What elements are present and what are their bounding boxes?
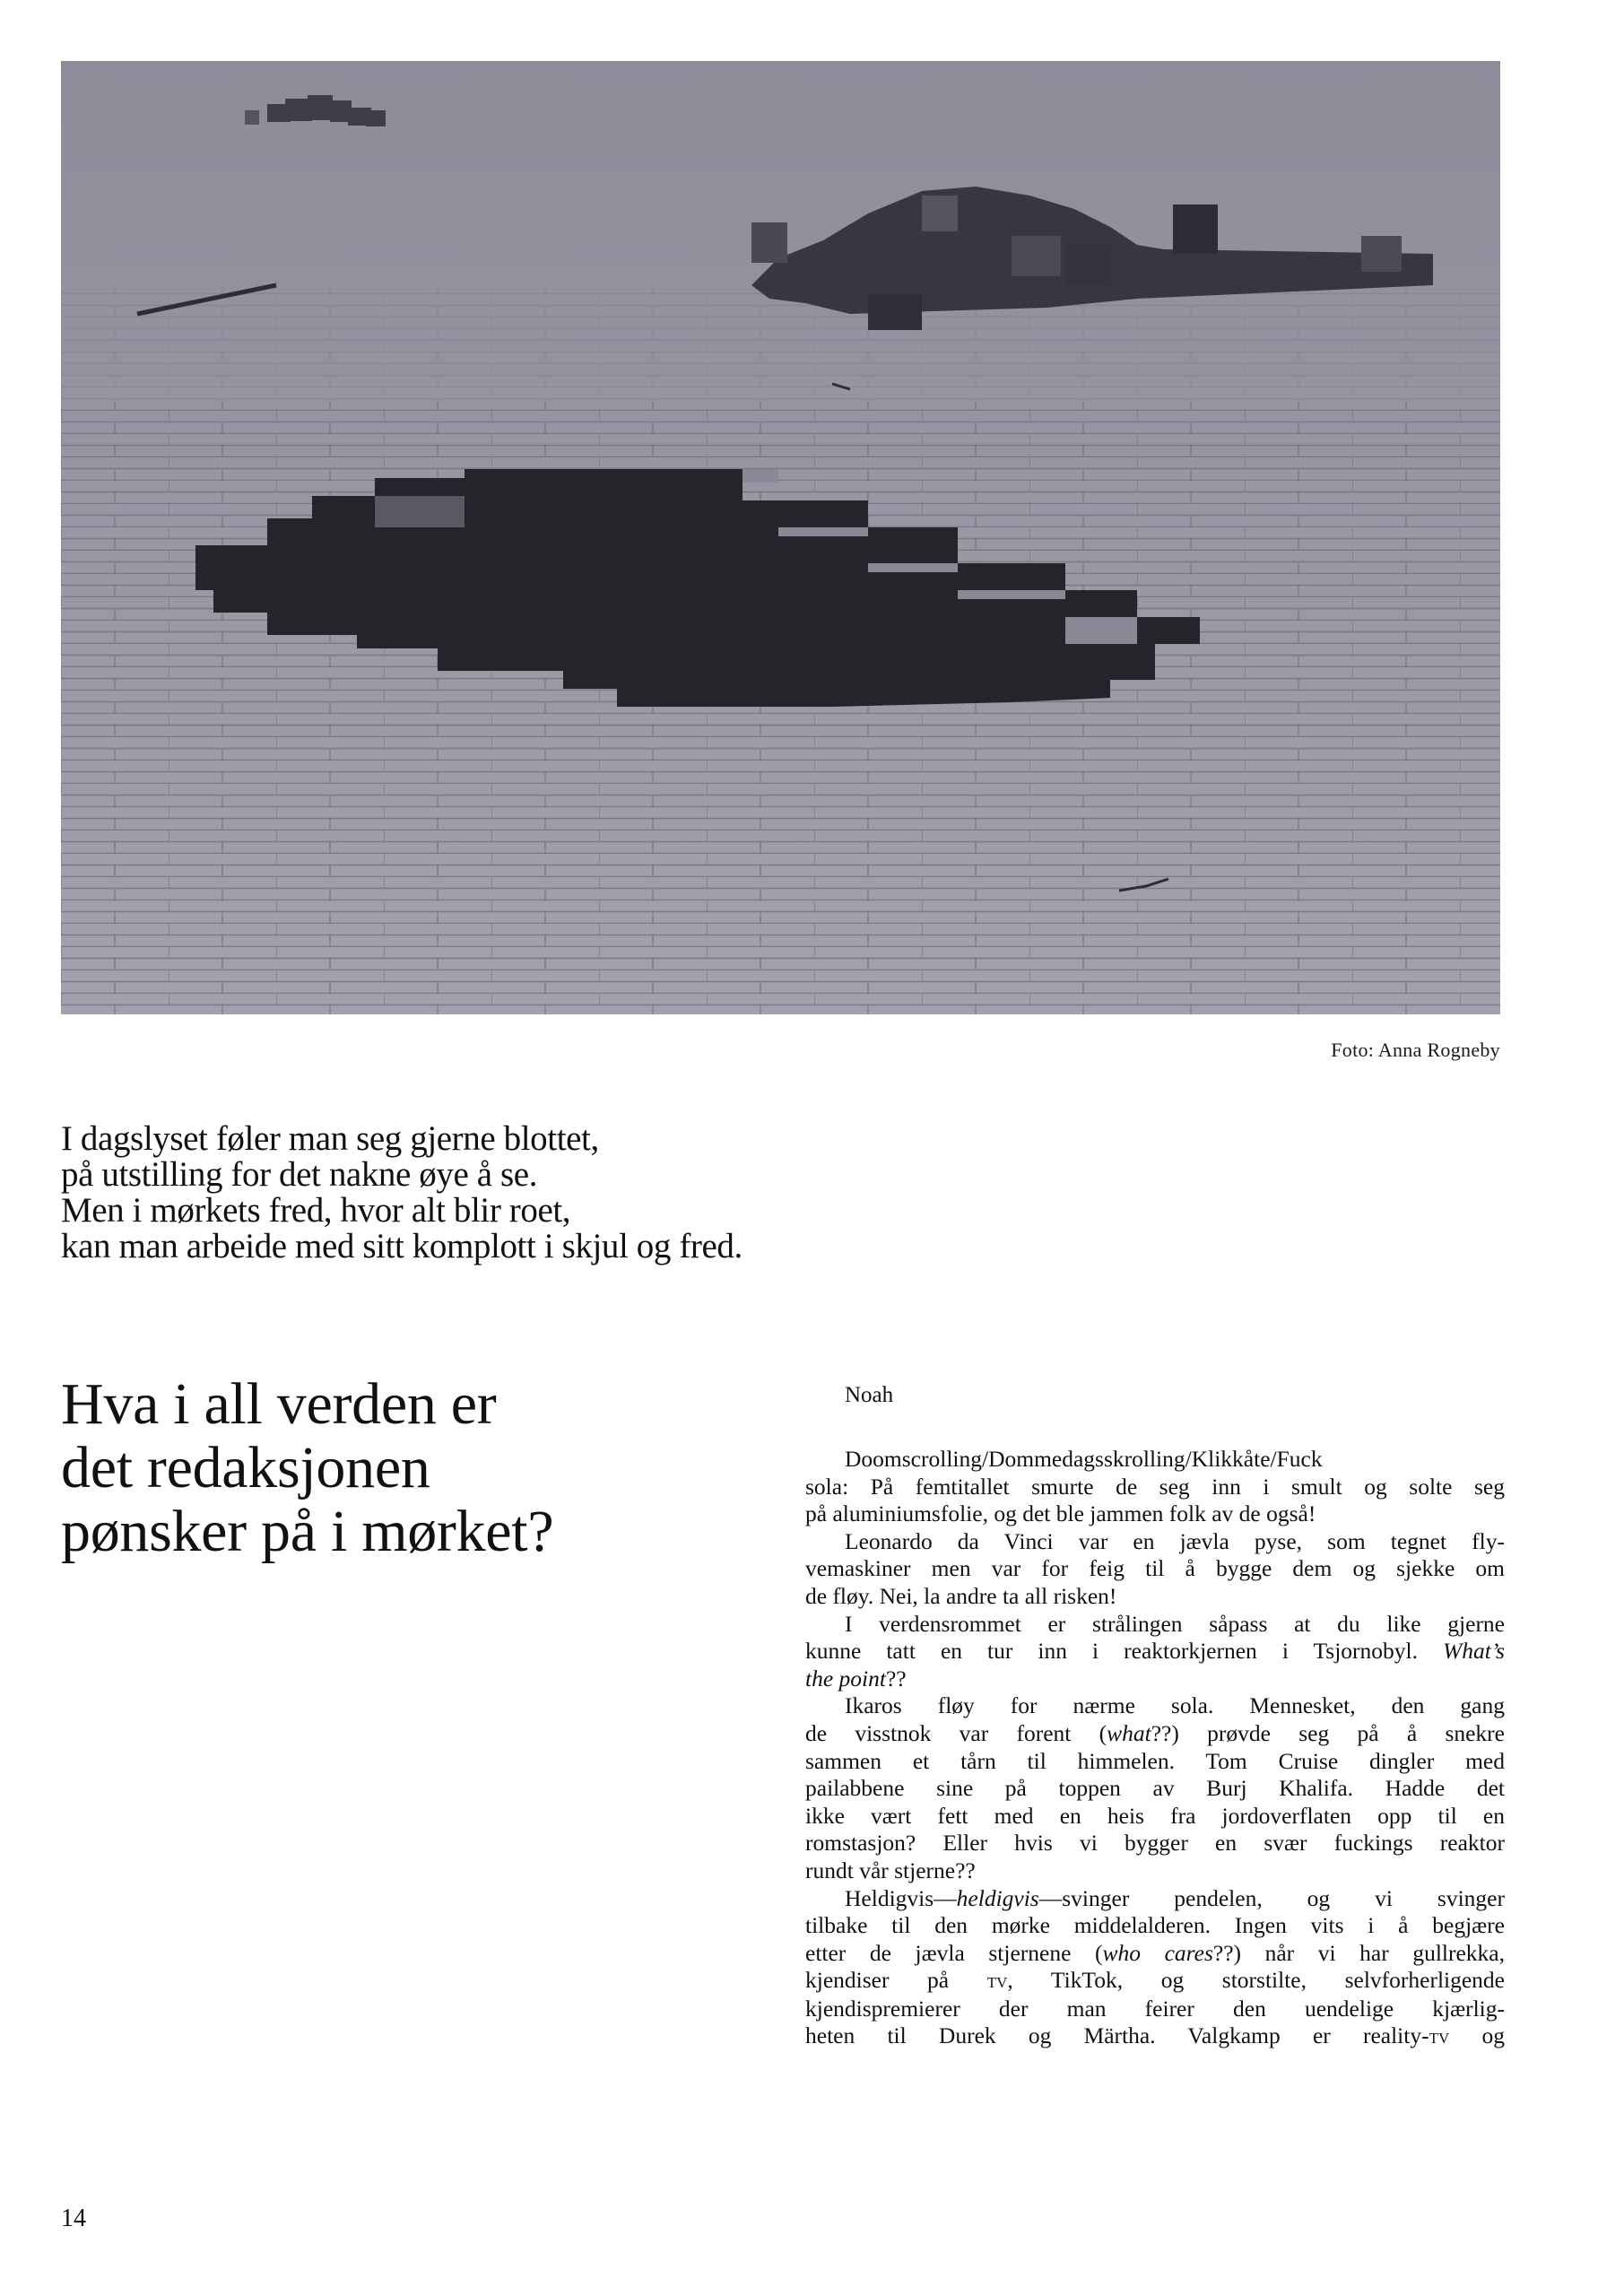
paragraph (805, 1446, 1505, 1528)
text-run: ??) prøvde seg på å snekre (1151, 1719, 1505, 1746)
emphasis: who cares (1102, 1939, 1213, 1966)
emphasis: What’s (1443, 1638, 1505, 1665)
text-line: Leonardo da Vinci var en jævla pyse, som tegnet fly- (845, 1527, 1505, 1554)
poem-line: på utstilling for det nakne øye å se. (61, 1155, 538, 1194)
paragraph (805, 1611, 1505, 1693)
paragraph (805, 1885, 1505, 2052)
text-run: ??) når vi har gullrekka, (1212, 1939, 1505, 1966)
text-run: , TikTok, og storstilte, selvforherligende (1007, 1967, 1506, 1994)
emphasis: the point (805, 1665, 886, 1692)
text-run: og (1449, 2022, 1505, 2049)
text-run: —svinger pendelen, og vi svinger (1038, 1884, 1505, 1911)
poem-line: kan man arbeide med sitt komplott i skjul og fred. (61, 1227, 743, 1265)
headline-line: det redaksjonen (61, 1435, 430, 1500)
text-line: tilbake til den mørke middelalderen. Ingen vits i å begjære (805, 1912, 1505, 1939)
paragraph (805, 1692, 1505, 1884)
poem-line: Men i mørkets fred, hvor alt blir roet, (61, 1191, 571, 1230)
paragraph (805, 1528, 1505, 1611)
text-line (805, 1967, 1505, 1996)
text-line: de fløy. Nei, la andre ta all risken! (805, 1582, 1117, 1609)
text-line: Ikaros fløy for nærme sola. Mennesket, den gang (845, 1692, 1505, 1719)
text-run: de visstnok var forent ( (805, 1719, 1107, 1746)
small-caps: tv (986, 1969, 1008, 1994)
headline-line: Hva i all verden er (61, 1371, 497, 1437)
poem (61, 1121, 1047, 1265)
photo-image (61, 61, 1500, 1014)
headline-line: pønsker på i mørket? (61, 1499, 554, 1564)
text-line (805, 1940, 1505, 1968)
text-run: etter de jævla stjernene ( (805, 1939, 1103, 1966)
text-line: pailabbene sine på toppen av Burj Khalifa. Hadde det (805, 1775, 1505, 1802)
text-line: sola: På femtitallet smurte de seg inn i smult og solte seg (805, 1473, 1505, 1500)
text-line (805, 2022, 1505, 2051)
small-caps: tv (1429, 2024, 1450, 2049)
text-line: romstasjon? Eller hvis vi bygger en svær fuckings reaktor (805, 1830, 1505, 1857)
text-line (805, 1720, 1505, 1748)
text-line: Doomscrolling/Dommedagsskrolling/Klikkåte/Fuck (845, 1446, 1323, 1472)
poem-line: I dagslyset føler man seg gjerne blottet, (61, 1119, 599, 1158)
byline: Noah (845, 1383, 894, 1407)
text-line: I verdensrommet er strålingen såpass at du like gjerne (845, 1610, 1505, 1637)
text-line: vemaskiner men var for feig til å bygge dem og sjekke om (805, 1555, 1505, 1582)
page-number: 14 (61, 2205, 86, 2232)
text-run: kjendiser på (805, 1967, 987, 1994)
photo (61, 61, 1500, 1014)
text-line (805, 1665, 1505, 1693)
text-run: ?? (885, 1665, 907, 1692)
photo-caption: Foto: Anna Rogneby (1331, 1039, 1500, 1061)
text-line: sammen et tårn til himmelen. Tom Cruise dingler med (805, 1747, 1505, 1774)
text-run: heten til Durek og Märtha. Valgkamp er reality- (805, 2022, 1429, 2049)
text-line (805, 1885, 1505, 1913)
emphasis: heldigvis (956, 1884, 1039, 1911)
text-line: på aluminiumsfolie, og det ble jammen folk av de også! (805, 1500, 1316, 1527)
text-run: kunne tatt en tur inn i reaktorkjernen i Tsjornobyl. (805, 1638, 1418, 1665)
text-line: kjendispremierer der man feirer den uendelige kjærlig- (805, 1995, 1505, 2022)
text-run: Heldigvis— (845, 1884, 957, 1911)
headline (61, 1372, 743, 1563)
text-line (805, 1638, 1505, 1665)
text-line: rundt vår stjerne?? (805, 1857, 976, 1883)
emphasis: what (1107, 1719, 1151, 1746)
text-line: ikke vært fett med en heis fra jordoverflaten opp til en (805, 1802, 1505, 1829)
article-body (805, 1446, 1505, 2051)
